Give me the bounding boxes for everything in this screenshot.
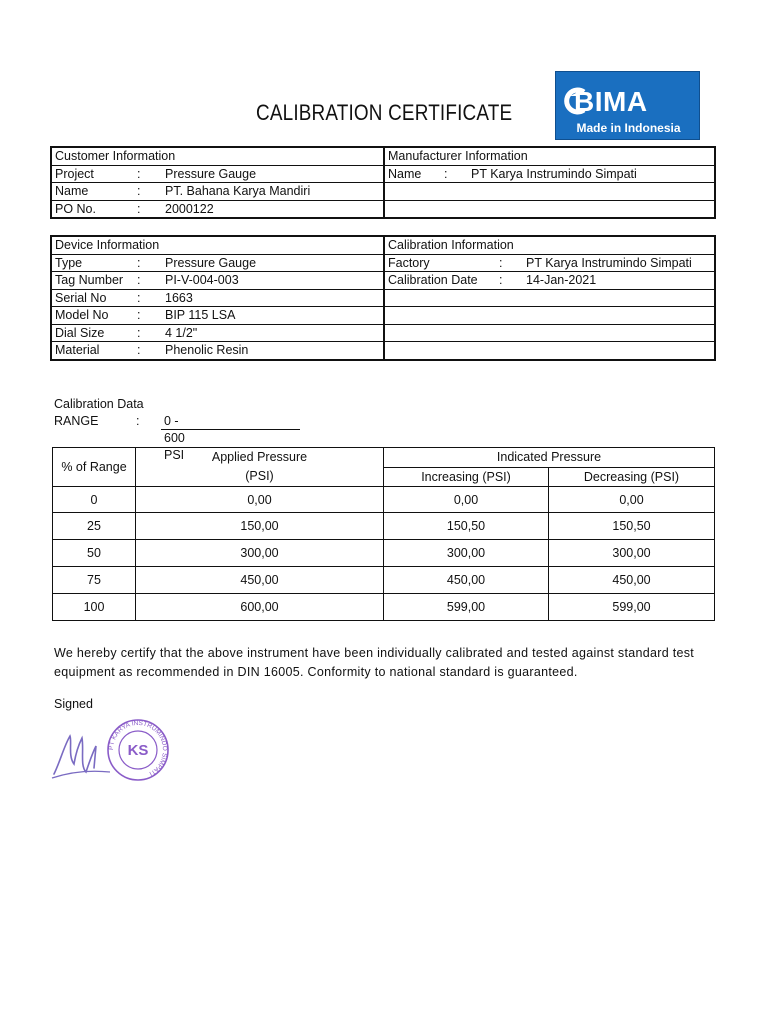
table-row (53, 567, 715, 594)
colon: : (137, 290, 141, 305)
calibration-label-date: Calibration Date (388, 273, 478, 288)
colon: : (444, 166, 448, 181)
signature-stamp-icon (50, 712, 180, 792)
calibration-data-heading: Calibration Data (54, 397, 144, 411)
calibration-data-block (54, 396, 185, 462)
header-applied-line2: (PSI) (245, 469, 274, 483)
device-value-serial: 1663 (165, 290, 193, 305)
cell-applied: 300,00 (136, 540, 384, 567)
customer-info-heading: Customer Information (51, 147, 384, 165)
customer-manufacturer-table (50, 146, 716, 219)
stamp-ring-text: PT KARYA INSTRUMINDO SIMPATI (107, 719, 169, 777)
cell-range: 100 (53, 594, 136, 621)
colon: : (499, 273, 503, 288)
calibration-value-date: 14-Jan-2021 (526, 273, 597, 288)
cell-increasing: 300,00 (384, 540, 549, 567)
calibration-value-factory: PT Karya Instrumindo Simpati (526, 255, 692, 270)
signed-label: Signed (54, 697, 93, 711)
cell-range: 75 (53, 567, 136, 594)
device-value-dial: 4 1/2" (165, 325, 198, 340)
cell-increasing: 599,00 (384, 594, 549, 621)
device-value-model: BIP 115 LSA (165, 308, 236, 323)
header-increasing: Increasing (PSI) (384, 467, 549, 487)
cell-range: 50 (53, 540, 136, 567)
calibration-results-table (52, 447, 715, 621)
colon: : (137, 255, 141, 270)
manufacturer-value-name: PT Karya Instrumindo Simpati (471, 166, 637, 181)
customer-value-po: 2000122 (165, 201, 214, 216)
cell-range: 0 (53, 487, 136, 513)
logo-tagline: Made in Indonesia (576, 121, 681, 135)
calibration-label-factory: Factory (388, 255, 430, 270)
device-value-tag: PI-V-004-003 (165, 273, 239, 288)
cell-applied: 150,00 (136, 513, 384, 540)
colon: : (137, 201, 141, 216)
certification-statement: We hereby certify that the above instrument have been individually calibrated and tested against standard test equipment as recommended in DIN 16005. Conformity to national standard is guaranteed. (54, 646, 695, 679)
range-label: RANGE (54, 414, 99, 428)
device-label-tag: Tag Number (55, 273, 124, 288)
cell-range: 25 (53, 513, 136, 540)
cell-decreasing: 599,00 (549, 594, 715, 621)
cell-increasing: 0,00 (384, 487, 549, 513)
calibration-info-heading: Calibration Information (384, 236, 715, 254)
customer-label-project: Project (55, 166, 94, 181)
cell-applied: 450,00 (136, 567, 384, 594)
customer-label-po: PO No. (55, 201, 96, 216)
colon: : (137, 343, 141, 358)
device-calibration-table (50, 235, 716, 361)
device-label-material: Material (55, 343, 100, 358)
customer-value-project: Pressure Gauge (165, 166, 257, 181)
colon: : (137, 184, 141, 199)
device-label-model: Model No (55, 308, 109, 323)
table-row (53, 594, 715, 621)
header-percent-range: % of Range (53, 448, 136, 487)
device-label-dial: Dial Size (55, 325, 105, 340)
colon: : (137, 273, 141, 288)
cell-applied: 600,00 (136, 594, 384, 621)
stamp-mark: KS (127, 742, 149, 759)
cell-applied: 0,00 (136, 487, 384, 513)
colon: : (499, 255, 503, 270)
device-label-serial: Serial No (55, 290, 107, 305)
range-underline (161, 429, 300, 430)
table-row (53, 487, 715, 513)
cell-decreasing: 0,00 (549, 487, 715, 513)
customer-label-name: Name (55, 184, 89, 199)
table-row (53, 513, 715, 540)
cell-decreasing: 300,00 (549, 540, 715, 567)
device-value-material: Phenolic Resin (165, 343, 249, 358)
header-applied-pressure (136, 448, 384, 487)
cell-increasing: 450,00 (384, 567, 549, 594)
manufacturer-info-heading: Manufacturer Information (384, 147, 715, 165)
manufacturer-label-name: Name (388, 166, 422, 181)
table-row (53, 540, 715, 567)
cell-increasing: 150,50 (384, 513, 549, 540)
cell-decreasing: 450,00 (549, 567, 715, 594)
range-value: 0 - 600 PSI (164, 414, 185, 462)
customer-value-name: PT. Bahana Karya Mandiri (165, 184, 311, 199)
header-applied-line1: Applied Pressure (211, 450, 308, 464)
device-label-type: Type (55, 255, 83, 270)
colon: : (137, 325, 141, 340)
document-title: CALIBRATION CERTIFICATE (256, 100, 513, 125)
header-indicated-pressure: Indicated Pressure (384, 448, 715, 468)
colon: : (137, 308, 141, 323)
cell-decreasing: 150,50 (549, 513, 715, 540)
device-value-type: Pressure Gauge (165, 255, 257, 270)
device-info-heading: Device Information (51, 236, 384, 254)
colon: : (137, 166, 141, 181)
header-decreasing: Decreasing (PSI) (549, 467, 715, 487)
colon: : (136, 414, 140, 428)
bima-logo (555, 71, 700, 140)
logo-word: BIMA (574, 86, 648, 117)
